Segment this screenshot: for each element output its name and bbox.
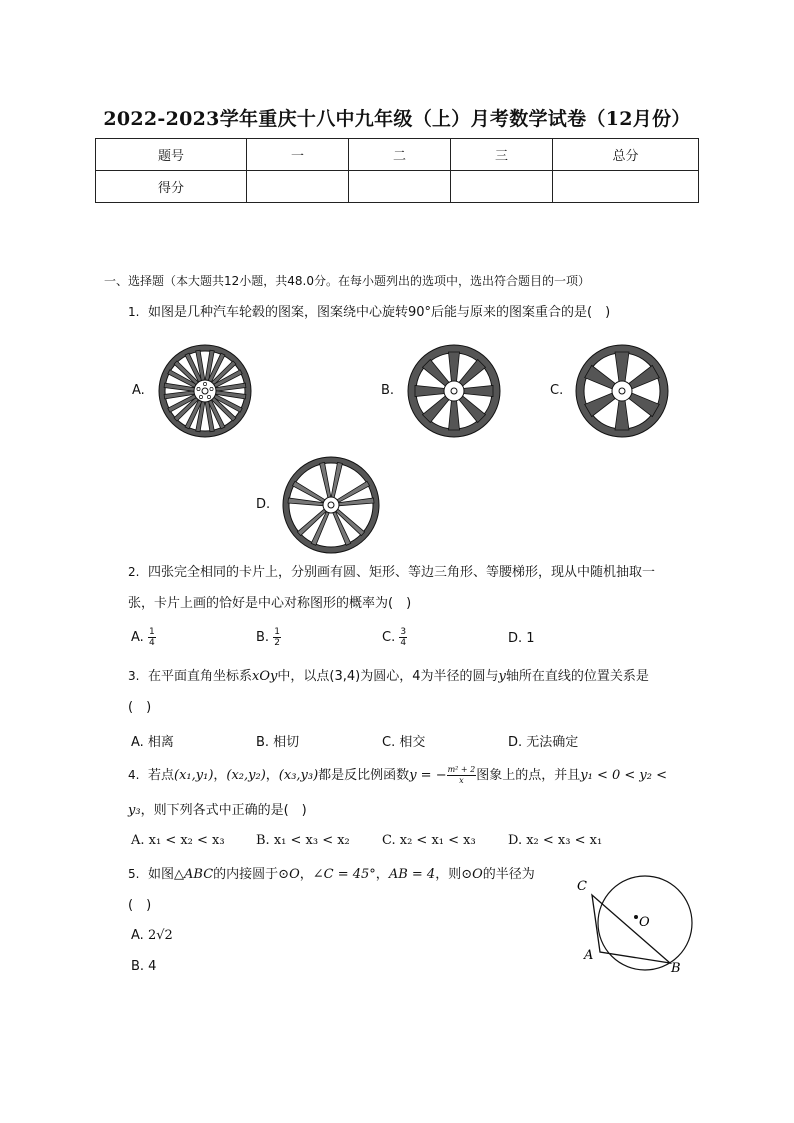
question-text: 都是反比例函数 bbox=[318, 768, 410, 783]
question-text: ，则 bbox=[435, 867, 462, 882]
question-4: 4. 若点(x₁,y₁)，(x₂,y₂)，(x₃,y₃)都是反比例函数y = − $\frac{\text{m² + 2}}{x}$ 图象上的点，并且y₁ < 0 < y₂ < bbox=[128, 765, 668, 785]
option-value: 1 bbox=[526, 631, 535, 646]
table-cell: 三 bbox=[451, 139, 553, 171]
table-cell: 得分 bbox=[96, 171, 247, 203]
question-text: 若点 bbox=[148, 768, 175, 783]
table-cell: 总分 bbox=[553, 139, 699, 171]
question-text: ， bbox=[299, 867, 313, 882]
option-label: D. bbox=[256, 497, 271, 512]
question-text: 轴所在直线的位置关系是 bbox=[505, 669, 649, 684]
option-b[interactable] bbox=[256, 627, 281, 648]
option-value: 2√2 bbox=[147, 928, 173, 943]
wheel-c-image[interactable] bbox=[574, 343, 670, 439]
numerator: 1 bbox=[274, 627, 280, 637]
math-expr: y bbox=[498, 669, 506, 684]
vertex-label-b: B bbox=[671, 961, 681, 976]
question-3 bbox=[128, 667, 649, 686]
option-label: A. bbox=[131, 630, 144, 645]
option-label: A. bbox=[132, 383, 145, 398]
question-5 bbox=[128, 865, 535, 884]
denominator: 4 bbox=[400, 638, 407, 648]
numerator: m² + 2 bbox=[447, 765, 476, 774]
option-a[interactable]: A. x₁ < x₂ < x₃ bbox=[131, 833, 225, 848]
wheel-b-image[interactable] bbox=[406, 343, 502, 439]
option-label: C. bbox=[382, 630, 396, 645]
question-text: 的半径为 bbox=[482, 867, 535, 882]
math-expr: y₃ bbox=[128, 803, 141, 818]
fraction bbox=[447, 765, 477, 786]
question-2 bbox=[128, 563, 655, 582]
center-point bbox=[634, 915, 638, 919]
score-cell[interactable] bbox=[349, 171, 451, 203]
question-text: 图象上的点，并且 bbox=[476, 768, 581, 783]
option-b[interactable]: B. 4 bbox=[131, 959, 157, 974]
math-expr: (x₁,y₁) bbox=[174, 768, 214, 783]
circle-triangle-figure bbox=[574, 872, 700, 980]
question-3-line2: ( ) bbox=[128, 700, 152, 715]
denominator: 4 bbox=[148, 638, 155, 648]
fraction bbox=[399, 627, 407, 648]
option-b[interactable]: B. 相切 bbox=[256, 735, 300, 750]
wheel-d-image[interactable] bbox=[281, 455, 381, 555]
option-label: C. bbox=[550, 383, 564, 398]
table-cell: 题号 bbox=[96, 139, 247, 171]
vertex-label-a: A bbox=[584, 948, 594, 963]
vertex-label-c: C bbox=[577, 879, 587, 894]
math-expr: (x₂,y₂) bbox=[226, 768, 266, 783]
question-5-line2: ( ) bbox=[128, 898, 152, 913]
math-expr: 4 bbox=[412, 669, 421, 684]
fraction bbox=[273, 627, 281, 648]
math-expr: y₁ < 0 < y₂ < bbox=[580, 768, 668, 783]
question-number: 1. bbox=[128, 305, 140, 319]
question-text: ， bbox=[375, 867, 389, 882]
math-expr: △ABC bbox=[174, 867, 214, 882]
table-cell: 一 bbox=[247, 139, 349, 171]
fraction bbox=[148, 627, 156, 648]
option-label: B. bbox=[381, 383, 395, 398]
question-text: 四张完全相同的卡片上，分别画有圆、矩形、等边三角形、等腰梯形，现从中随机抽取一 bbox=[148, 565, 656, 580]
question-text: 为半径的圆与 bbox=[420, 669, 499, 684]
option-d[interactable] bbox=[508, 631, 535, 646]
denominator: 2 bbox=[274, 638, 280, 648]
option-a[interactable] bbox=[131, 627, 156, 648]
math-expr: AB = 4 bbox=[388, 867, 436, 882]
score-table bbox=[95, 138, 699, 203]
option-c[interactable]: C. 相交 bbox=[382, 735, 426, 750]
math-expr: ⊙O bbox=[461, 867, 483, 882]
option-c[interactable]: C. x₂ < x₁ < x₃ bbox=[382, 833, 476, 848]
question-text: 如图 bbox=[148, 867, 175, 882]
math-expr: xOy bbox=[252, 669, 278, 684]
question-number: 4. bbox=[128, 768, 140, 782]
exam-title: 2022-2023学年重庆十八中九年级（上）月考数学试卷（12月份） bbox=[103, 108, 691, 130]
question-text: 为圆心， bbox=[360, 669, 413, 684]
numerator: 3 bbox=[400, 627, 407, 637]
option-label: A. bbox=[131, 928, 144, 943]
question-text: 的内接圆于 bbox=[213, 867, 279, 882]
math-expr: ∠C = 45° bbox=[312, 867, 376, 882]
score-table-header-row bbox=[96, 139, 699, 171]
score-table-row bbox=[96, 171, 699, 203]
question-1 bbox=[128, 303, 610, 322]
center-label-o: O bbox=[639, 915, 650, 930]
question-number: 5. bbox=[128, 867, 140, 881]
math-expr: ⊙O bbox=[278, 867, 300, 882]
option-label: B. bbox=[256, 630, 270, 645]
score-cell[interactable] bbox=[451, 171, 553, 203]
score-cell[interactable] bbox=[247, 171, 349, 203]
denominator: x bbox=[459, 776, 464, 785]
question-number: 2. bbox=[128, 565, 140, 579]
math-expr: y = − bbox=[409, 768, 447, 783]
numerator: 1 bbox=[148, 627, 155, 637]
wheel-a-image[interactable] bbox=[157, 343, 253, 439]
question-4-line2 bbox=[128, 802, 307, 820]
question-text: ，则下列各式中正确的是( ) bbox=[140, 803, 307, 818]
option-label: D. bbox=[508, 631, 523, 646]
option-a[interactable]: A. 相离 bbox=[131, 735, 174, 750]
triangle-abc bbox=[592, 895, 670, 963]
math-expr: (3,4) bbox=[329, 669, 361, 684]
section-heading: 一、选择题（本大题共12小题，共48.0分。在每小题列出的选项中，选出符合题目的一项） bbox=[104, 274, 590, 288]
math-expr: (x₃,y₃) bbox=[278, 768, 319, 783]
score-cell[interactable] bbox=[553, 171, 699, 203]
question-text: 中，以点 bbox=[277, 669, 330, 684]
question-2-line2: 张，卡片上画的恰好是中心对称图形的概率为( ) bbox=[128, 596, 412, 611]
question-text: 如图是几种汽车轮毂的图案，图案绕中心旋转90°后能与原来的图案重合的是( ) bbox=[148, 305, 611, 320]
option-d[interactable]: D. 无法确定 bbox=[508, 735, 579, 750]
question-text: 在平面直角坐标系 bbox=[148, 669, 253, 684]
option-d[interactable]: D. x₂ < x₃ < x₁ bbox=[508, 833, 603, 848]
question-number: 3. bbox=[128, 669, 140, 683]
option-b[interactable]: B. x₁ < x₃ < x₂ bbox=[256, 833, 350, 848]
option-a[interactable] bbox=[131, 928, 173, 943]
table-cell: 二 bbox=[349, 139, 451, 171]
option-c[interactable] bbox=[382, 627, 407, 648]
